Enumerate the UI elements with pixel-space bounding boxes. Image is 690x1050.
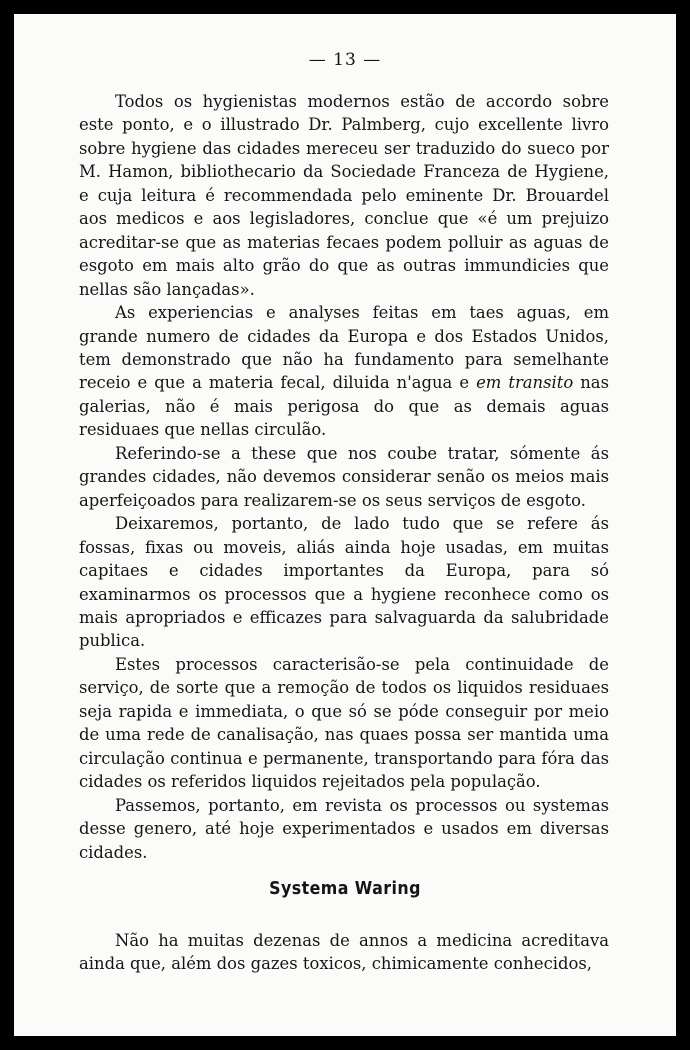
- paragraph-1: Todos os hygienistas modernos estão de accordo sobre este ponto, e o illustrado Dr. Palmberg, cujo excellente livro sobre hygiene das cidades mereceu ser traduzido do sueco por M. Hamon, bibliothecario da Sociedade Franceza de Hygiene, e cuja leitura é recommendada pelo eminente Dr. Brouardel aos medicos e aos legisladores, conclue que «é um prejuizo acreditar-se que as materias fecaes podem polluir as aguas de esgoto em mais alto grão do que as outras immundicies que nellas são lançadas».: [79, 92, 609, 299]
- section-body: [79, 929, 609, 976]
- paragraph-2-text-before: As experiencias e analyses feitas em taes aguas, em grande numero de cidades da Europa e dos Estados Unidos, tem demonstrado que não ha fundamento para semelhante receio e que a materia fecal, diluida n'agua e: [79, 303, 609, 393]
- document-page: [14, 14, 676, 1036]
- paragraph-5: Estes processos caracterisão-se pela continuidade de serviço, de sorte que a remoção de todos os liquidos residuaes seja rapida e immediata, o que só se póde conseguir por meio de uma rede de canalisação, nas quaes possa ser mantida uma circulação continua e permanente, transportando para fóra das cidades os referidos liquidos rejeitados pela população.: [79, 654, 609, 792]
- paragraph-2: [79, 301, 609, 442]
- section-heading: Systema Waring: [269, 878, 421, 899]
- paragraph-3: Referindo-se a these que nos coube tratar, sómente ás grandes cidades, não devemos considerar senão os meios mais aperfeiçoados para realizarem-se os seus serviços de esgoto.: [79, 443, 609, 510]
- paragraph-2-text-after: nas galerias, não é mais perigosa do que as demais aguas residuaes que nellas circulão.: [79, 373, 609, 440]
- paragraph-6: Passemos, portanto, em revista os processos ou systemas desse genero, até hoje experimentados e usados em diversas cidades.: [79, 795, 609, 862]
- page-number: — 13 —: [308, 50, 382, 70]
- paragraph-2-emphasis: em transito: [476, 373, 574, 393]
- section-paragraph-1: Não ha muitas dezenas de annos a medicina acreditava ainda que, além dos gazes toxicos, chimicamente conhecidos,: [79, 931, 609, 974]
- body-text: [79, 90, 609, 864]
- paragraph-4: Deixaremos, portanto, de lado tudo que se refere ás fossas, fixas ou moveis, aliás ainda hoje usadas, em muitas capitaes e cidades importantes da Europa, para só examinarmos os processos que a hygiene reconhece como os mais apropriados e efficazes para salvaguarda da salubridade publica.: [79, 514, 609, 651]
